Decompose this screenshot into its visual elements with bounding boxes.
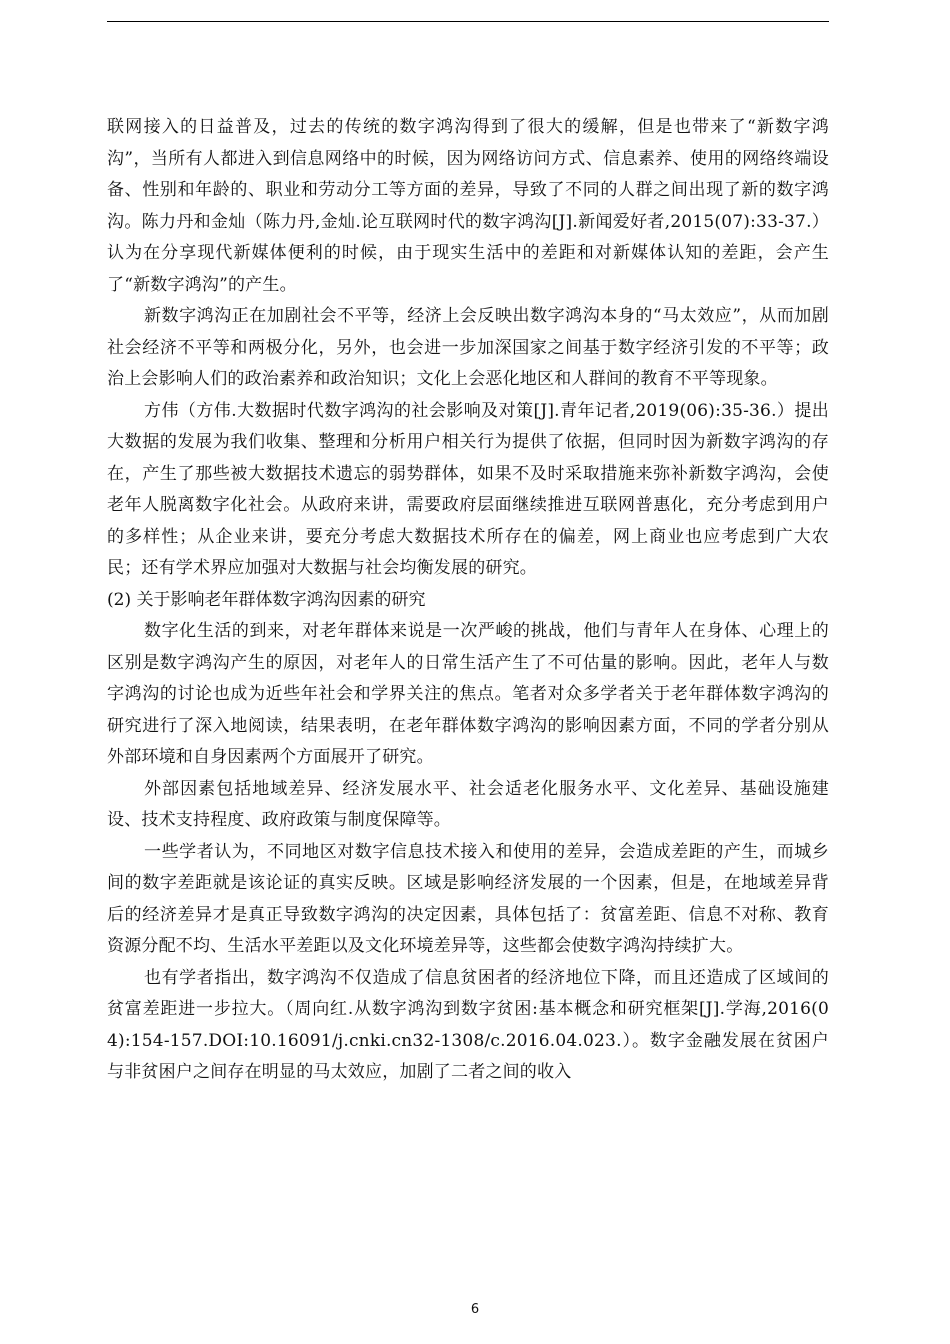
paragraph-continued: 联网接入的日益普及，过去的传统的数字鸿沟得到了很大的缓解，但是也带来了“新数字鸿沟”，当所有人都进入到信息网络中的时候，因为网络访问方式、信息素养、使用的网络终端设备、性别和年龄的、职业和劳动分工等方面的差异，导致了不同的人群之间出现了新的数字鸿沟。陈力丹和金灿（陈力丹,金灿.论互联网时代的数字鸿沟[J].新闻爱好者,2015(07):33-37.）认为在分享现代新媒体便利的时候，由于现实生活中的差距和对新媒体认知的差距，会产生了“新数字鸿沟”的产生。 bbox=[107, 117, 829, 295]
page-number: 6 bbox=[470, 1302, 480, 1317]
document-body bbox=[107, 112, 829, 1089]
paragraph-external-factors: 外部因素包括地域差异、经济发展水平、社会适老化服务水平、文化差异、基础设施建设、技术支持程度、政府政策与制度保障等。 bbox=[107, 778, 829, 830]
section-heading: (2) 关于影响老年群体数字鸿沟因素的研究 bbox=[107, 589, 426, 610]
paragraph-poverty-gap: 也有学者指出，数字鸿沟不仅造成了信息贫困者的经济地位下降，而且还造成了区域间的贫富差距进一步拉大。（周向红.从数字鸿沟到数字贫困:基本概念和研究框架[J].学海,2016(04):154-157.DOI:10.16091/j.cnki.cn32-1308/c.2016.04.023.）。数字金融发展在贫困户与非贫困户之间存在明显的马太效应，加剧了二者之间的收入 bbox=[107, 967, 829, 1082]
paragraph-digital-life: 数字化生活的到来，对老年群体来说是一次严峻的挑战，他们与青年人在身体、心理上的区别是数字鸿沟产生的原因，对老年人的日常生活产生了不可估量的影响。因此，老年人与数字鸿沟的讨论也成为近些年社会和学界关注的焦点。笔者对众多学者关于老年群体数字鸿沟的研究进行了深入地阅读，结果表明，在老年群体数字鸿沟的影响因素方面，不同的学者分别从外部环境和自身因素两个方面展开了研究。 bbox=[107, 621, 829, 767]
paragraph-fang-wei: 方伟（方伟.大数据时代数字鸿沟的社会影响及对策[J].青年记者,2019(06):35-36.）提出大数据的发展为我们收集、整理和分析用户相关行为提供了依据，但同时因为新数字鸿沟的存在，产生了那些被大数据技术遗忘的弱势群体，如果不及时采取措施来弥补新数字鸿沟，会使老年人脱离数字化社会。从政府来讲，需要政府层面继续推进互联网普惠化，充分考虑到用户的多样性；从企业来讲，要充分考虑大数据技术所存在的偏差，网上商业也应考虑到广大农民；还有学术界应加强对大数据与社会均衡发展的研究。 bbox=[107, 400, 829, 578]
paragraph-new-digital-divide: 新数字鸿沟正在加剧社会不平等，经济上会反映出数字鸿沟本身的“马太效应”，从而加剧社会经济不平等和两极分化，另外，也会进一步加深国家之间基于数字经济引发的不平等；政治上会影响人们的政治素养和政治知识；文化上会恶化地区和人群间的教育不平等现象。 bbox=[107, 306, 829, 389]
paragraph-regional-differences: 一些学者认为，不同地区对数字信息技术接入和使用的差异，会造成差距的产生，而城乡间的数字差距就是该论证的真实反映。区域是影响经济发展的一个因素，但是，在地域差异背后的经济差异才是真正导致数字鸿沟的决定因素，具体包括了：贫富差距、信息不对称、教育资源分配不均、生活水平差距以及文化环境差异等，这些都会使数字鸿沟持续扩大。 bbox=[107, 841, 829, 956]
header-rule bbox=[107, 21, 829, 22]
